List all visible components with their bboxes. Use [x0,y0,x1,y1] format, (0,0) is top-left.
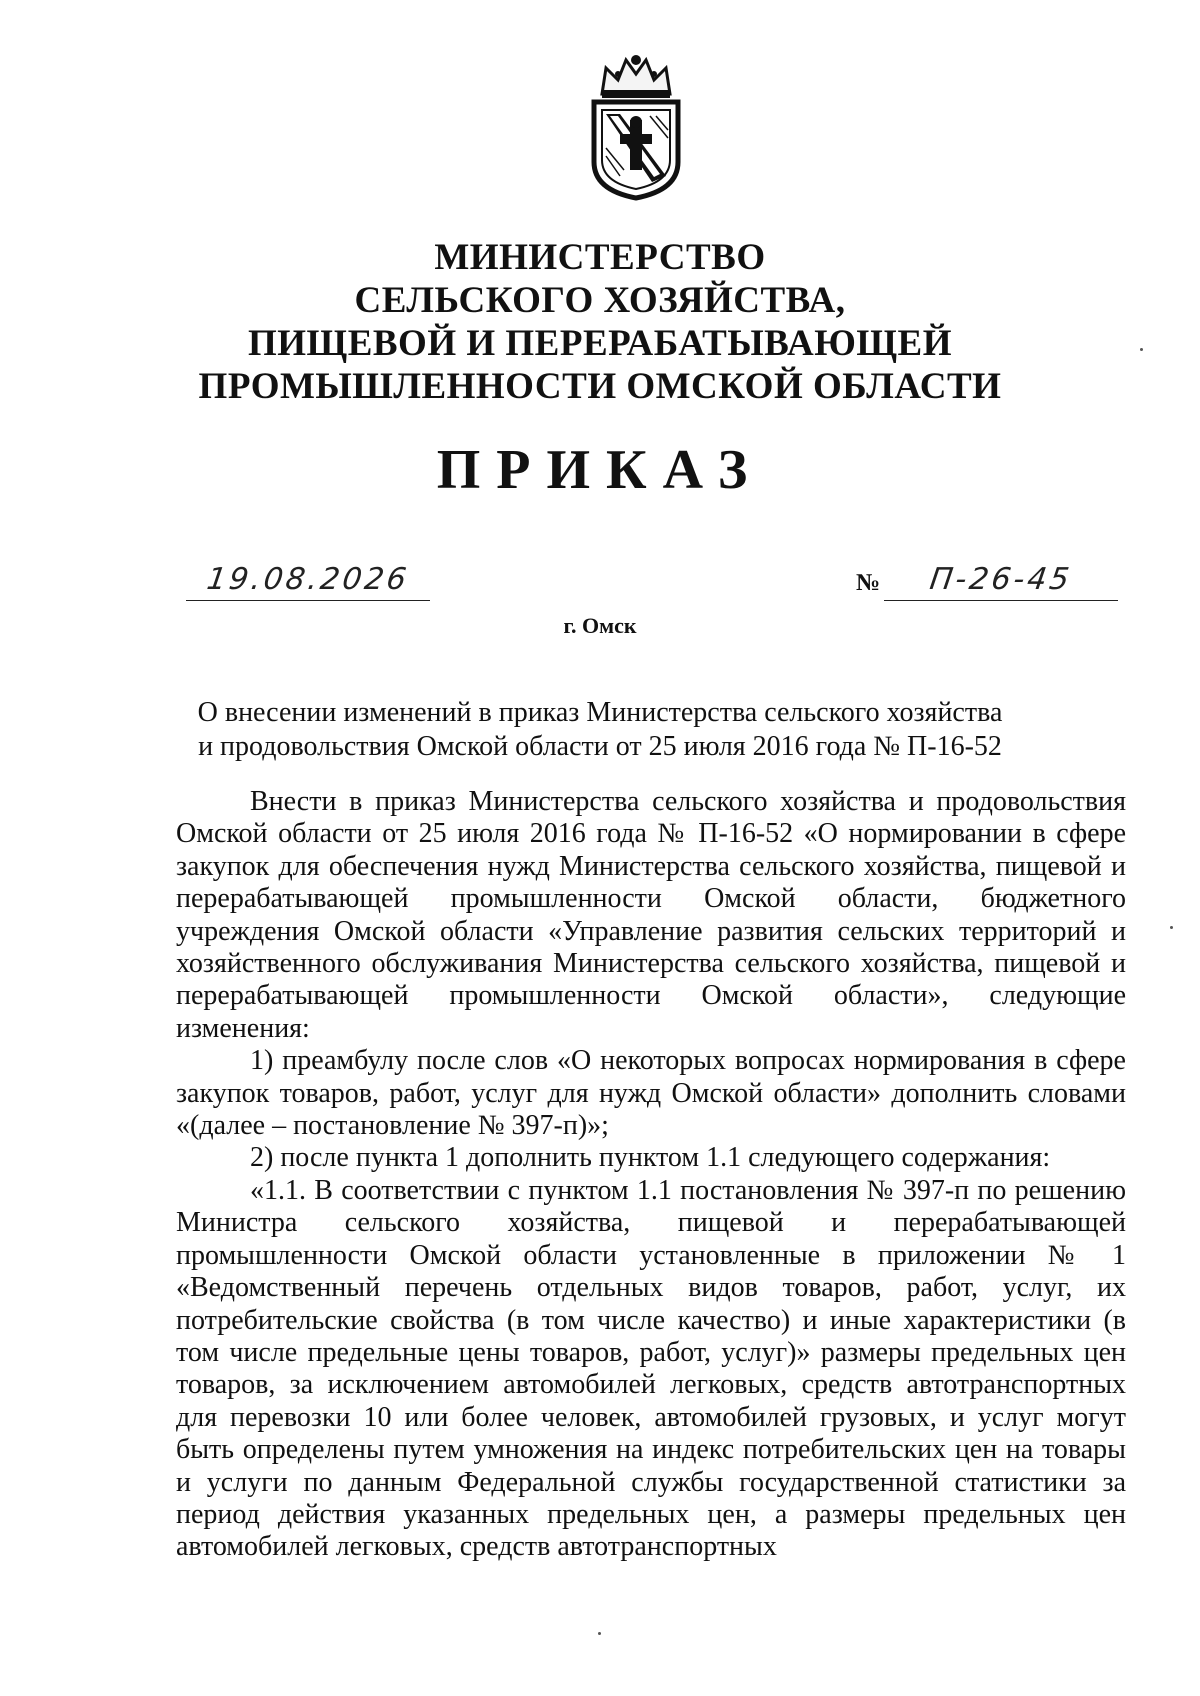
subject-line: и продовольствия Омской области от 25 июля 2016 года № П-16-52 [198,731,1002,762]
ministry-line: ПРОМЫШЛЕННОСТИ ОМСКОЙ ОБЛАСТИ [198,366,1002,407]
scan-speck [598,1632,601,1635]
body-paragraph: «1.1. В соответствии с пунктом 1.1 постановления № 397-п по решению Министра сельского хозяйства, пищевой и перерабатывающей промышленности Омской области установленные в приложении № 1 «Ведомственный перечень отдельных видов товаров, работ, услуг, их потребительские свойства (в том числе качество) и иные характеристики (в том числе предельные цены товаров, работ, услуг)» размеры предельных цен товаров, за исключением автомобилей легковых, средств автотранспортных для перевозки 10 или более человек, автомобилей грузовых, и услуг могут быть определены путем умножения на индекс потребительских цен на товары и услуги по данным Федеральной службы государственной статистики за период действия указанных предельных цен, а размеры предельных цен автомобилей легковых, средств автотранспортных [176,1174,1126,1563]
date-field [186,560,430,601]
document-subject [0,696,1200,764]
city: г. Омск [563,613,637,638]
scan-speck [1170,926,1173,929]
ministry-name [0,236,1200,408]
body-paragraph: 1) преамбулу после слов «О некоторых вопросах нормирования в сфере закупок товаров, работ, услуг для нужд Омской области» дополнить словами «(далее – постановление № 397-п)»; [176,1045,1126,1142]
document-type: ПРИКАЗ [436,439,764,501]
body-paragraph: Внести в приказ Министерства сельского хозяйства и продовольствия Омской области от 25 июля 2016 года № П-16-52 «О нормировании в сфере закупок для обеспечения нужд Министерства сельского хозяйства, пищевой и перерабатывающей промышленности Омской области, бюджетного учреждения Омской области «Управление развития сельских территорий и хозяйственного обслуживания Министерства сельского хозяйства, пищевой и перерабатывающей промышленности Омской области», следующие изменения: [176,786,1126,1044]
subject-line: О внесении изменений в приказ Министерства сельского хозяйства [197,697,1003,728]
document-body [176,786,1126,1564]
handwritten-number: П-26-45 [927,562,1075,597]
omsk-coat-of-arms-icon [580,50,692,202]
handwritten-date: 19.08.2026 [204,562,412,597]
ministry-line: ПИЩЕВОЙ И ПЕРЕРАБАТЫВАЮЩЕЙ [248,323,952,364]
scan-speck [1140,348,1143,351]
body-paragraph: 2) после пункта 1 дополнить пунктом 1.1 следующего содержания: [250,1142,1051,1174]
number-label: № [856,570,881,596]
ministry-line: МИНИСТЕРСТВО [434,237,766,278]
number-field [884,560,1118,601]
ministry-line: СЕЛЬСКОГО ХОЗЯЙСТВА, [354,280,846,321]
